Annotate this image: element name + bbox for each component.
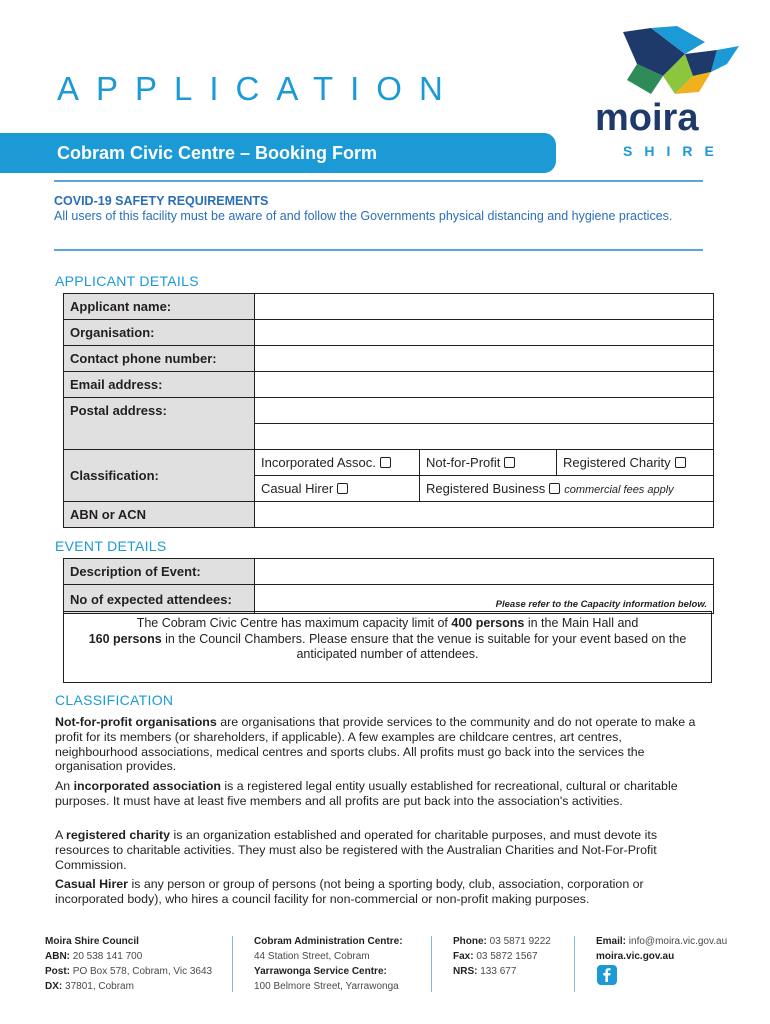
event-section-title: EVENT DETAILS — [55, 538, 167, 554]
nfp-term: Not-for-profit organisations — [55, 715, 217, 729]
capacity-text: in the Council Chambers. Please ensure that the venue is suitable for your event based on the anticipated number of attendees. — [161, 631, 687, 661]
facebook-icon[interactable] — [597, 965, 617, 985]
event-table — [63, 558, 714, 614]
option-nfp[interactable] — [420, 450, 557, 476]
footer-post-label: Post: — [45, 966, 70, 977]
attendees-label: No of expected attendees: — [64, 585, 255, 614]
footer-email[interactable]: info@moira.vic.gov.au — [628, 936, 728, 947]
footer-cobram-address: 44 Station Street, Cobram — [254, 951, 370, 962]
footer-contact — [453, 934, 573, 979]
footer-abn-label: ABN: — [45, 951, 70, 962]
checkbox-icon[interactable] — [337, 483, 348, 494]
footer-fax: 03 5872 1567 — [476, 951, 538, 962]
page-title: APPLICATION — [57, 70, 460, 107]
phone-label: Contact phone number: — [64, 346, 255, 372]
divider — [54, 249, 703, 251]
capacity-text: The Cobram Civic Centre has maximum capacity limit of — [136, 616, 452, 630]
email-field[interactable] — [255, 372, 714, 398]
footer-dx-label: DX: — [45, 981, 63, 992]
casual-paragraph — [55, 877, 705, 907]
inc-prefix: An — [55, 779, 74, 793]
applicant-name-label: Applicant name: — [64, 294, 255, 320]
incorporated-paragraph — [55, 779, 705, 809]
option-incorporated-label: Incorporated Assoc. — [261, 455, 376, 470]
email-label: Email address: — [64, 372, 255, 398]
applicant-name-field[interactable] — [255, 294, 714, 320]
footer-divider — [232, 936, 233, 992]
capacity-main-hall: 400 persons — [451, 616, 525, 630]
postal-field-line2[interactable] — [255, 424, 714, 450]
inc-definition: is a registered legal entity usually established for recreational, cultural or charitable purposes. It must have at least five members and all profits are put back into the association's activities. — [55, 779, 678, 808]
option-charity-label: Registered Charity — [563, 455, 671, 470]
footer-phone-label: Phone: — [453, 936, 487, 947]
option-nfp-label: Not-for-Profit — [426, 455, 501, 470]
covid-text: All users of this facility must be aware of and follow the Governments physical distancing and hygiene practices. — [54, 209, 673, 223]
charity-prefix: A — [55, 828, 67, 842]
covid-title: COVID-19 SAFETY REQUIREMENTS — [54, 194, 269, 208]
capacity-council: 160 persons — [88, 631, 162, 646]
inc-term: incorporated association — [73, 779, 221, 793]
footer-yarra-centre: Yarrawonga Service Centre: — [254, 966, 387, 977]
capacity-note: Please refer to the Capacity information below. — [495, 599, 707, 610]
attendees-field[interactable] — [255, 585, 714, 614]
casual-term: Casual Hirer — [55, 877, 129, 891]
checkbox-icon[interactable] — [380, 457, 391, 468]
footer-fax-label: Fax: — [453, 951, 474, 962]
checkbox-icon[interactable] — [675, 457, 686, 468]
checkbox-icon[interactable] — [549, 483, 560, 494]
logo-sub: SHIRE — [623, 143, 726, 159]
option-casual-label: Casual Hirer — [261, 481, 334, 496]
option-business-label: Registered Business — [426, 481, 546, 496]
charity-definition: is an organization established and operated for charitable purposes, and must devote its resources to charitable activities. They must also be registered with the Australian Charities and Not-For-Profit Commission. — [55, 828, 658, 872]
footer-council — [45, 934, 230, 994]
footer-post: PO Box 578, Cobram, Vic 3643 — [72, 966, 213, 977]
footer-online — [596, 934, 756, 964]
footer-cobram-centre: Cobram Administration Centre: — [254, 936, 403, 947]
footer-divider — [574, 936, 575, 992]
nfp-definition: are organisations that provide services to the community and do not operate to make a profit for its members (or shareholders, if applicable). A few examples are childcare centres, art centres, neighbourhood associations, medical centres and sports clubs. All profits must go back into the services the organisation provides. — [55, 715, 696, 774]
classification-label: Classification: — [64, 450, 255, 502]
footer-nrs: 133 677 — [480, 966, 517, 977]
applicant-section-title: APPLICANT DETAILS — [55, 273, 199, 289]
checkbox-icon[interactable] — [504, 457, 515, 468]
capacity-text: in the Main Hall and — [524, 616, 639, 630]
footer-yarra-address: 100 Belmore Street, Yarrawonga — [254, 981, 399, 992]
applicant-table — [63, 293, 714, 528]
abn-label: ABN or ACN — [64, 502, 255, 528]
footer-abn: 20 538 141 700 — [72, 951, 143, 962]
option-incorporated[interactable] — [255, 450, 420, 476]
organisation-field[interactable] — [255, 320, 714, 346]
casual-definition: is any person or group of persons (not being a sporting body, club, association, corporation or incorporated body), who hires a council facility for non-commercial or non-profit making purposes. — [55, 877, 644, 906]
event-description-field[interactable] — [255, 559, 714, 585]
moira-shire-logo — [593, 24, 743, 164]
divider — [54, 180, 703, 182]
logo-word: moira — [595, 97, 699, 139]
form-title: Cobram Civic Centre – Booking Form — [57, 143, 378, 163]
charity-paragraph — [55, 828, 705, 872]
charity-term: registered charity — [66, 828, 171, 842]
phone-field[interactable] — [255, 346, 714, 372]
event-description-label: Description of Event: — [64, 559, 255, 585]
footer-nrs-label: NRS: — [453, 966, 478, 977]
footer-centres — [254, 934, 424, 994]
footer-dx: 37801, Cobram — [65, 981, 134, 992]
organisation-label: Organisation: — [64, 320, 255, 346]
capacity-info — [63, 611, 712, 683]
commercial-fees-note: commercial fees apply — [564, 484, 674, 496]
abn-field[interactable] — [255, 502, 714, 528]
footer-council-name: Moira Shire Council — [45, 936, 139, 947]
option-charity[interactable] — [557, 450, 714, 476]
footer-phone: 03 5871 9222 — [489, 936, 551, 947]
footer-email-label: Email: — [596, 936, 627, 947]
footer-divider — [431, 936, 432, 992]
postal-label: Postal address: — [64, 398, 255, 450]
footer-website[interactable]: moira.vic.gov.au — [596, 951, 675, 962]
nfp-paragraph — [55, 715, 705, 774]
postal-field-line1[interactable] — [255, 398, 714, 424]
option-casual[interactable] — [255, 476, 420, 502]
option-business[interactable] — [420, 476, 714, 502]
classification-section-title: CLASSIFICATION — [55, 692, 174, 708]
